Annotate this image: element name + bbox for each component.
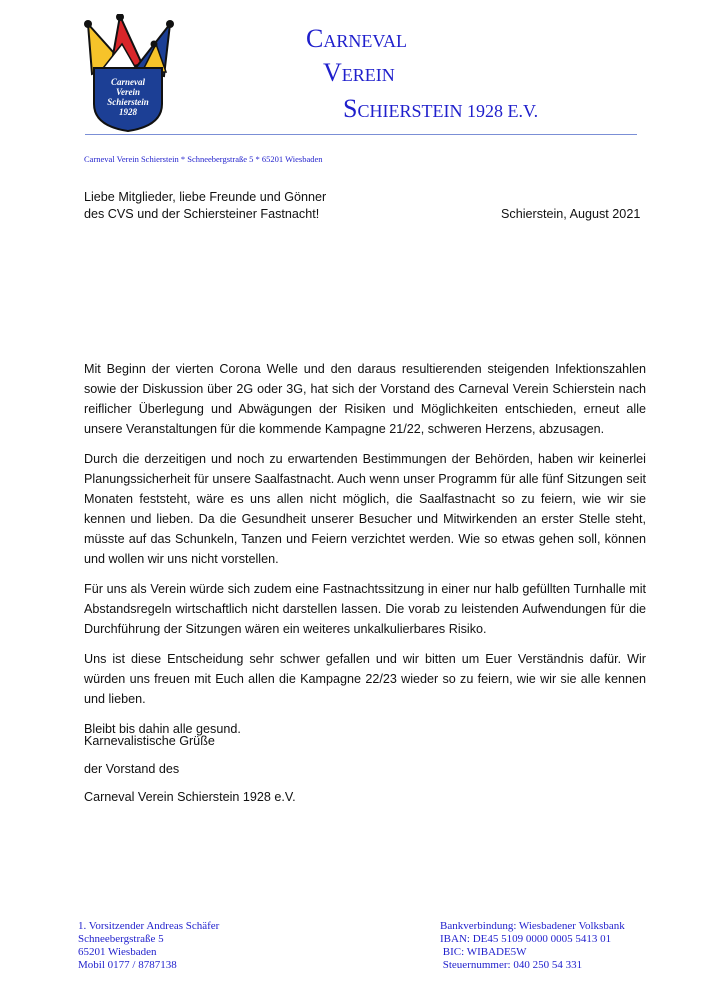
footer-bank-line: Bankverbindung: Wiesbadener Volksbank [440,920,625,932]
club-logo [82,14,174,132]
letter-body [84,359,646,749]
closing-signer-1: der Vorstand des [84,762,180,776]
salutation-line-2: des CVS und der Schiersteiner Fastnacht! [84,207,320,221]
salutation-line-1: Liebe Mitglieder, liebe Freunde und Gönner [84,190,327,204]
header-line-3 [343,96,538,122]
footer-bank-line: IBAN: DE45 5109 0000 0005 5413 01 [440,933,612,945]
footer-contact [78,920,219,972]
header-divider [85,134,637,135]
hat-bell-inner [151,41,158,48]
header-line-1-rest: ARNEVAL [323,31,408,51]
header-line-3-initial: S [343,94,358,123]
logo-text-3: Schierstein [107,97,149,107]
footer-contact-line: Schneebergstraße 5 [78,933,164,945]
footer-contact-line: 1. Vorsitzender Andreas Schäfer [78,920,220,932]
logo-text-4: 1928 [119,107,137,117]
header-line-3-rest: CHIERSTEIN 1928 E.V. [357,101,539,121]
header-line-2 [323,60,395,86]
footer-contact-line: Mobil 0177 / 8787138 [78,959,177,971]
paragraph: Mit Beginn der vierten Corona Welle und den daraus resultierenden steigenden Infektionszahlen sowie der Diskussion über 2G oder 3G, hat sich der Vorstand des Carneval Verein Schierstein nach reiflicher Überlegung und Abwägungen der Risiken und Möglichkeiten entschieden, erneut alle unsere Veranstaltungen für die kommende Kampagne 21/22, schweren Herzens, abzusagen. [84,362,646,436]
footer-bank-line: BIC: WIBADE5W [440,946,527,958]
logo-text-2: Verein [115,87,141,97]
hat-bell-right [166,20,174,28]
sender-address-line: Carneval Verein Schierstein * Schneebergstraße 5 * 65201 Wiesbaden [84,154,323,164]
paragraph: Durch die derzeitigen und noch zu erwartenden Bestimmungen der Behörden, haben wir keinerlei Planungssicherheit für unsere Saalfastnacht. Auch wenn unser Programm für alle fünf Sitzungen seit Monaten feststeht, wäre es uns allen nicht möglich, die Saalfastnacht so zu feiern, wie wir sie kennen und lieben. Da die Gesundheit unserer Besucher und Mitwirkenden an erster Stelle steht, müsste auf das Schunkeln, Tanzen und Feiern verzichtet werden. Wie so etwas gehen soll, können und wollen wir uns nicht vorstellen. [84,452,646,566]
header-line-2-initial: V [323,58,342,87]
footer-bank [440,920,625,972]
paragraph: Für uns als Verein würde sich zudem eine Fastnachtssitzung in einer nur halb gefüllten Turnhalle mit Abstandsregeln wirtschaftlich nicht darstellen lassen. Die vorab zu leistenden Aufwendungen für die Durchführung der Sitzungen wären ein weiteres unkalkulierbares Risiko. [84,582,646,636]
paragraph: Bleibt bis dahin alle gesund. [84,722,241,736]
place-and-date: Schierstein, August 2021 [501,207,641,221]
salutation [84,189,326,223]
header-line-2-rest: EREIN [341,65,395,85]
paragraph: Uns ist diese Entscheidung sehr schwer gefallen und wir bitten um Euer Verständnis dafür. Wir würden uns freuen mit Euch allen die Kampagne 22/23 wieder so zu feiern, wie wir sie alle kennen und lieben. [84,652,646,706]
footer-bank-line: Steuernummer: 040 250 54 331 [440,959,583,971]
logo-text-1: Carneval [110,77,146,87]
hat-bell-left [84,20,92,28]
footer-contact-line: 65201 Wiesbaden [78,946,157,958]
closing [84,733,296,817]
header-line-1-initial: C [306,24,324,53]
closing-signer-2: Carneval Verein Schierstein 1928 e.V. [84,790,296,804]
closing-greeting: Karnevalistische Grüße [84,734,215,748]
header-line-1 [306,26,407,52]
